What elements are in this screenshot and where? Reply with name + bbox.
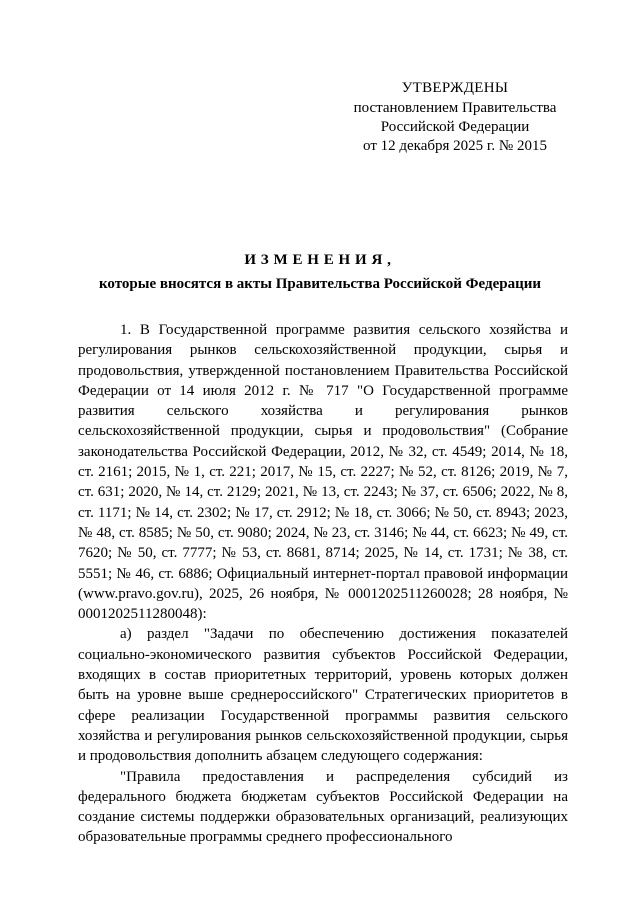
paragraph-3: "Правила предоставления и распределения субсидий из федерального бюджета бюджетам субъектов Российской Федерации на создание системы поддержки образовательных организаций, реализующих образовательные программы среднего профессионального	[78, 768, 568, 846]
paragraph-2: а) раздел "Задачи по обеспечению достижения показателей социально-экономического развития субъектов Российской Федерации, входящих в состав приоритетных территорий, уровень которых должен быть на уровне выше среднероссийского" Стратегических приоритетов в сфере реализации Государственной программы развития сельского хозяйства и регулирования рынков сельскохозяйственной продукции, сырья и продовольствия дополнить абзацем следующего содержания:	[78, 626, 568, 765]
document-subtitle: которые вносятся в акты Правительства Российской Федерации	[98, 276, 542, 292]
approval-stamp	[330, 79, 580, 156]
approval-line-3: от 12 декабря 2025 г. № 2015	[363, 138, 547, 154]
approved-heading: УТВЕРЖДЕНЫ	[401, 80, 509, 96]
paragraph-1: 1. В Государственной программе развития сельского хозяйства и регулирования рынков сельскохозяйственной продукции, сырья и продовольствия, утвержденной постановлением Правительства Российской Федерации от 14 июля 2012 г. № 717 "О Государственной программе развития сельского хозяйства и регулирования рынков сельскохозяйственной продукции, сырья и продовольствия" (Собрание законодательства Российской Федерации, 2012, № 32, ст. 4549; 2014, № 18, ст. 2161; 2015, № 1, ст. 221; 2017, № 15, ст. 2227; № 52, ст. 8126; 2019, № 7, ст. 631; 2020, № 14, ст. 2129; 2021, № 13, ст. 2243; № 37, ст. 6506; 2022, № 8, ст. 1171; № 14, ст. 2302; № 17, ст. 2912; № 18, ст. 3066; № 50, ст. 8943; 2023, № 48, ст. 8585; № 50, ст. 9080; 2024, № 23, ст. 3146; № 44, ст. 6623; № 49, ст. 7620; № 50, ст. 7777; № 53, ст. 8681, 8714; 2025, № 14, ст. 1731; № 38, ст. 5551; № 46, ст. 6886; Официальный интернет-портал правовой информации (www.pravo.gov.ru), 2025, 26 ноября, № 0001202511260028; 28 ноября, № 0001202511280048):	[78, 322, 568, 623]
approval-line-1: постановлением Правительства	[353, 100, 557, 116]
document-body	[78, 320, 568, 848]
document-title: ИЗМЕНЕНИЯ,	[244, 252, 396, 268]
approval-line-2: Российской Федерации	[380, 119, 530, 135]
